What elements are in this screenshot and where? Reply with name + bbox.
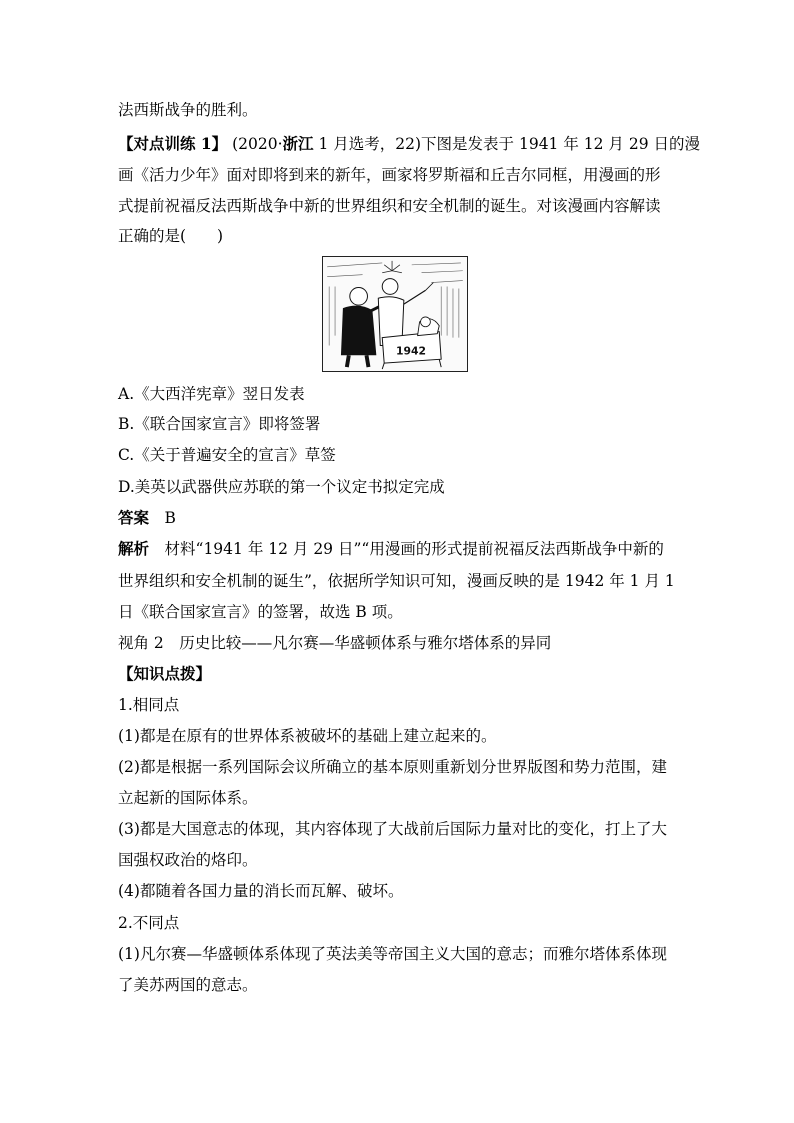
- similarity-item: (3)都是大国意志的体现，其内容体现了大战前后国际力量对比的变化，打上了大: [118, 820, 667, 838]
- difference-item: 了美苏两国的意志。: [118, 976, 258, 994]
- text-line: 法西斯战争的胜利。: [118, 101, 258, 119]
- question-text: 式提前祝福反法西斯战争中新的世界组织和安全机制的诞生。对该漫画内容解读: [118, 197, 661, 215]
- cartoon-illustration: [323, 257, 467, 371]
- explanation-text: 世界组织和安全机制的诞生”，依据所学知识可知，漫画反映的是 1942 年 1 月 1: [118, 572, 675, 590]
- question-source: (2020·: [227, 135, 283, 153]
- option-d: D.美英以武器供应苏联的第一个议定书拟定完成: [118, 478, 445, 496]
- differences-heading: 2.不同点: [118, 914, 180, 932]
- difference-item: (1)凡尔赛—华盛顿体系体现了英法美等帝国主义大国的意志；而雅尔塔体系体现: [118, 945, 667, 963]
- knowledge-heading: 【知识点拨】: [118, 664, 212, 683]
- answer-value: B: [149, 509, 176, 527]
- similarities-heading: 1.相同点: [118, 696, 180, 714]
- similarity-item: (1)都是在原有的世界体系被破坏的基础上建立起来的。: [118, 727, 497, 745]
- answer-line: [118, 508, 176, 528]
- option-a: A.《大西洋宪章》翌日发表: [118, 385, 305, 403]
- cartoon-year-label: 1942: [395, 344, 427, 358]
- section-heading: 视角 2 历史比较——凡尔赛—华盛顿体系与雅尔塔体系的异同: [118, 634, 552, 652]
- explanation-text: 日《联合国家宣言》的签署，故选 B 项。: [118, 603, 403, 621]
- question-text: 正确的是( ): [118, 227, 224, 245]
- explanation-line: [118, 539, 664, 559]
- question-source-province: 浙江: [282, 134, 314, 153]
- exercise-label: 【对点训练 1】: [118, 134, 228, 153]
- question-header-line: [118, 134, 700, 154]
- churchill-figure: [341, 287, 384, 367]
- option-b: B.《联合国家宣言》即将签署: [118, 415, 321, 433]
- question-source-detail: 1 月选考，22)下图是发表于 1941 年 12 月 29 日的漫: [313, 135, 701, 153]
- answer-label: 答案: [118, 508, 150, 527]
- similarity-item: 立起新的国际体系。: [118, 789, 258, 807]
- explanation-label: 解析: [118, 539, 150, 558]
- question-text: 画《活力少年》面对即将到来的新年，画家将罗斯福和丘吉尔同框，用漫画的形: [118, 166, 661, 184]
- option-c: C.《关于普遍安全的宣言》草签: [118, 446, 336, 464]
- explanation-text: 材料“1941 年 12 月 29 日”“用漫画的形式提前祝福反法西斯战争中新的: [149, 540, 664, 558]
- cartoon-figure: [322, 256, 468, 372]
- similarity-item: (2)都是根据一系列国际会议所确立的基本原则重新划分世界版图和势力范围，建: [118, 758, 667, 776]
- similarity-item: 国强权政治的烙印。: [118, 851, 258, 869]
- similarity-item: (4)都随着各国力量的消长而瓦解、破坏。: [118, 882, 404, 900]
